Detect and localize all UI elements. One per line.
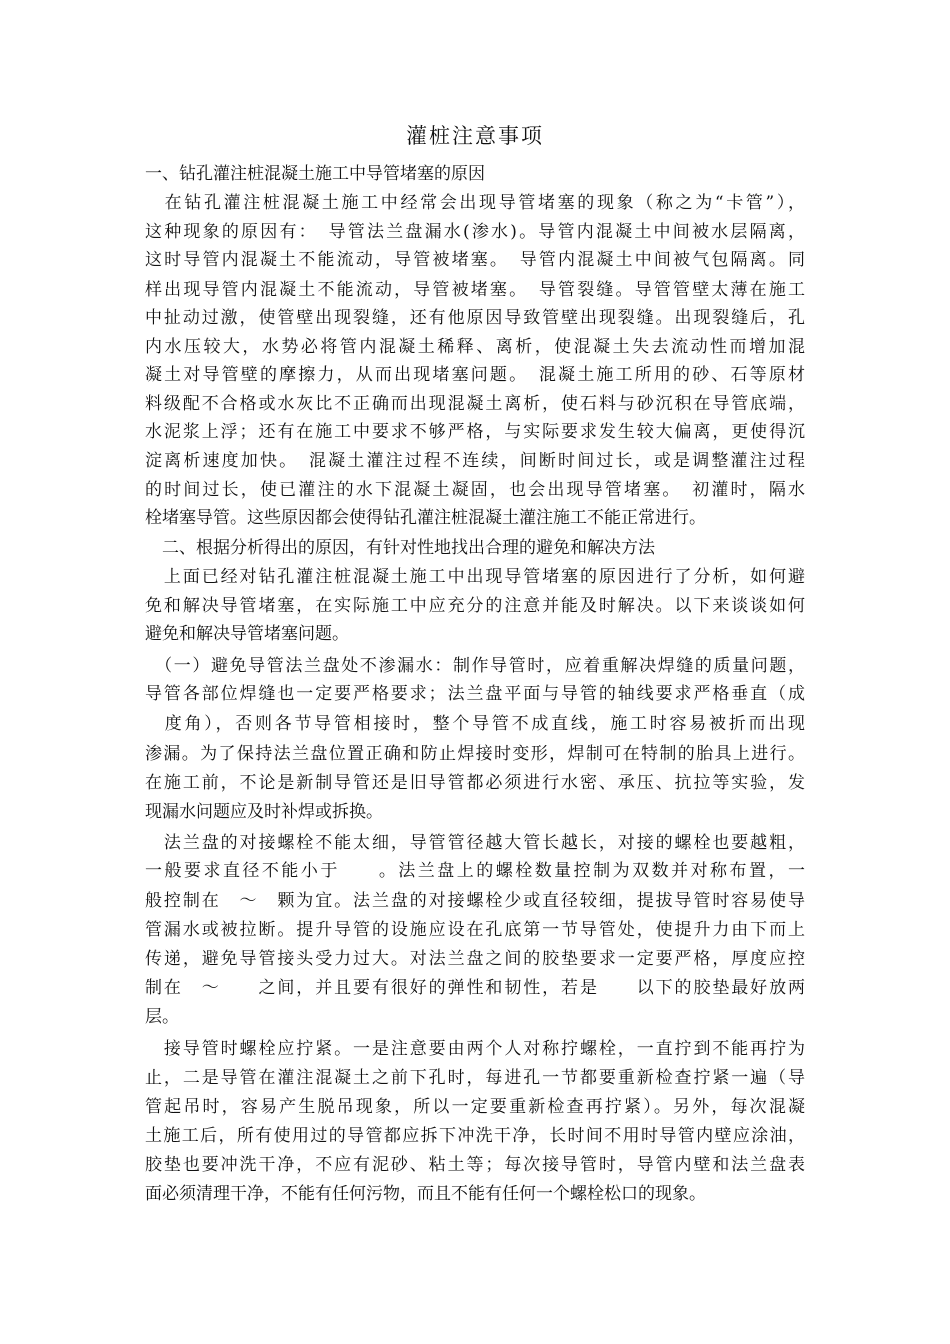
body-text-line: 上面已经对钻孔灌注桩混凝土施工中出现导管堵塞的原因进行了分析，如何避	[145, 567, 805, 587]
body-text-line: 水泥浆上浮；还有在施工中要求不够严格，与实际要求发生较大偏离，更使得沉	[145, 422, 805, 442]
body-text-line: 在施工前，不论是新制导管还是旧导管都必须进行水密、承压、抗拉等实验，发	[145, 773, 805, 793]
body-text-line: 管漏水或被拉断。提升导管的设施应设在孔底第一节导管处，使提升力由下而上	[145, 920, 805, 940]
body-text-line: 避免和解决导管堵塞问题。	[145, 624, 349, 644]
body-text-line: 内水压较大，水势必将管内混凝土稀释、离析，使混凝土失去流动性而增加混	[145, 337, 805, 357]
body-text-line: 在钻孔灌注桩混凝土施工中经常会出现导管堵塞的现象（称之为“卡管”），	[145, 193, 805, 213]
body-text-line: 凝土对导管壁的摩擦力，从而出现堵塞问题。 混凝土施工所用的砂、石等原材	[145, 365, 805, 385]
body-text-line: 中扯动过激，使管壁出现裂缝，还有他原因导致管壁出现裂缝。出现裂缝后，孔	[145, 308, 805, 328]
body-text-line: （一）避免导管法兰盘处不渗漏水：制作导管时，应着重解决焊缝的质量问题，	[145, 656, 805, 676]
body-text-line: 一、钻孔灌注桩混凝土施工中导管堵塞的原因	[145, 164, 485, 184]
body-text-line: 层。	[145, 1007, 179, 1027]
body-text-line: 制在 ～ 之间，并且要有很好的弹性和韧性，若是 以下的胶垫最好放两	[145, 978, 805, 998]
body-text-line: 管起吊时，容易产生脱吊现象，所以一定要重新检查再拧紧）。另外，每次混凝	[145, 1097, 805, 1117]
body-text-line: 面必须清理干净，不能有任何污物，而且不能有任何一个螺栓松口的现象。	[145, 1184, 706, 1204]
body-text-line: 接导管时螺栓应拧紧。一是注意要由两个人对称拧螺栓，一直拧到不能再拧为	[145, 1039, 805, 1059]
body-text-line: 二、根据分析得出的原因，有针对性地找出合理的避免和解决方法	[145, 538, 655, 558]
body-text-line: 传递，避免导管接头受力过大。对法兰盘之间的胶垫要求一定要严格，厚度应控	[145, 949, 805, 969]
body-text-line: 这种现象的原因有： 导管法兰盘漏水(渗水)。导管内混凝土中间被水层隔离，	[145, 222, 805, 242]
body-text-line: 淀离析速度加快。 混凝土灌注过程不连续，间断时间过长，或是调整灌注过程	[145, 451, 805, 471]
document-title: 灌桩注意事项	[406, 124, 544, 148]
body-text-line: 现漏水问题应及时补焊或拆换。	[145, 802, 383, 822]
body-text-line: 样出现导管内混凝土不能流动，导管被堵塞。 导管裂缝。导管管壁太薄在施工	[145, 280, 805, 300]
body-text-line: 这时导管内混凝土不能流动，导管被堵塞。 导管内混凝土中间被气包隔离。同	[145, 250, 805, 270]
body-text-line: 止，二是导管在灌注混凝土之前下孔时，每进孔一节都要重新检查拧紧一遍（导	[145, 1068, 805, 1088]
body-text-line: 度角），否则各节导管相接时，整个导管不成直线，施工时容易被折而出现	[145, 714, 805, 734]
body-text-line: 渗漏。为了保持法兰盘位置正确和防止焊接时变形，焊制可在特制的胎具上进行。	[145, 744, 805, 764]
body-text-line: 的时间过长，使已灌注的水下混凝土凝固，也会出现导管堵塞。 初灌时，隔水	[145, 480, 805, 500]
body-text-line: 一般要求直径不能小于 。法兰盘上的螺栓数量控制为双数并对称布置，一	[145, 861, 805, 881]
body-text-line: 胶垫也要冲洗干净，不应有泥砂、粘土等；每次接导管时，导管内壁和法兰盘表	[145, 1155, 805, 1175]
body-text-line: 料级配不合格或水灰比不正确而出现混凝土离析，使石料与砂沉积在导管底端，	[145, 394, 805, 414]
body-text-line: 免和解决导管堵塞，在实际施工中应充分的注意并能及时解决。以下来谈谈如何	[145, 596, 805, 616]
body-text-line: 般控制在 ～ 颗为宜。法兰盘的对接螺栓少或直径较细，提拔导管时容易使导	[145, 891, 805, 911]
body-text-line: 土施工后，所有使用过的导管都应拆下冲洗干净，长时间不用时导管内壁应涂油，	[145, 1126, 805, 1146]
body-text-line: 法兰盘的对接螺栓不能太细，导管管径越大管长越长，对接的螺栓也要越粗，	[145, 833, 805, 853]
body-text-line: 导管各部位焊缝也一定要严格要求；法兰盘平面与导管的轴线要求严格垂直（成	[145, 684, 805, 704]
body-text-line: 栓堵塞导管。这些原因都会使得钻孔灌注桩混凝土灌注施工不能正常进行。	[145, 508, 706, 528]
